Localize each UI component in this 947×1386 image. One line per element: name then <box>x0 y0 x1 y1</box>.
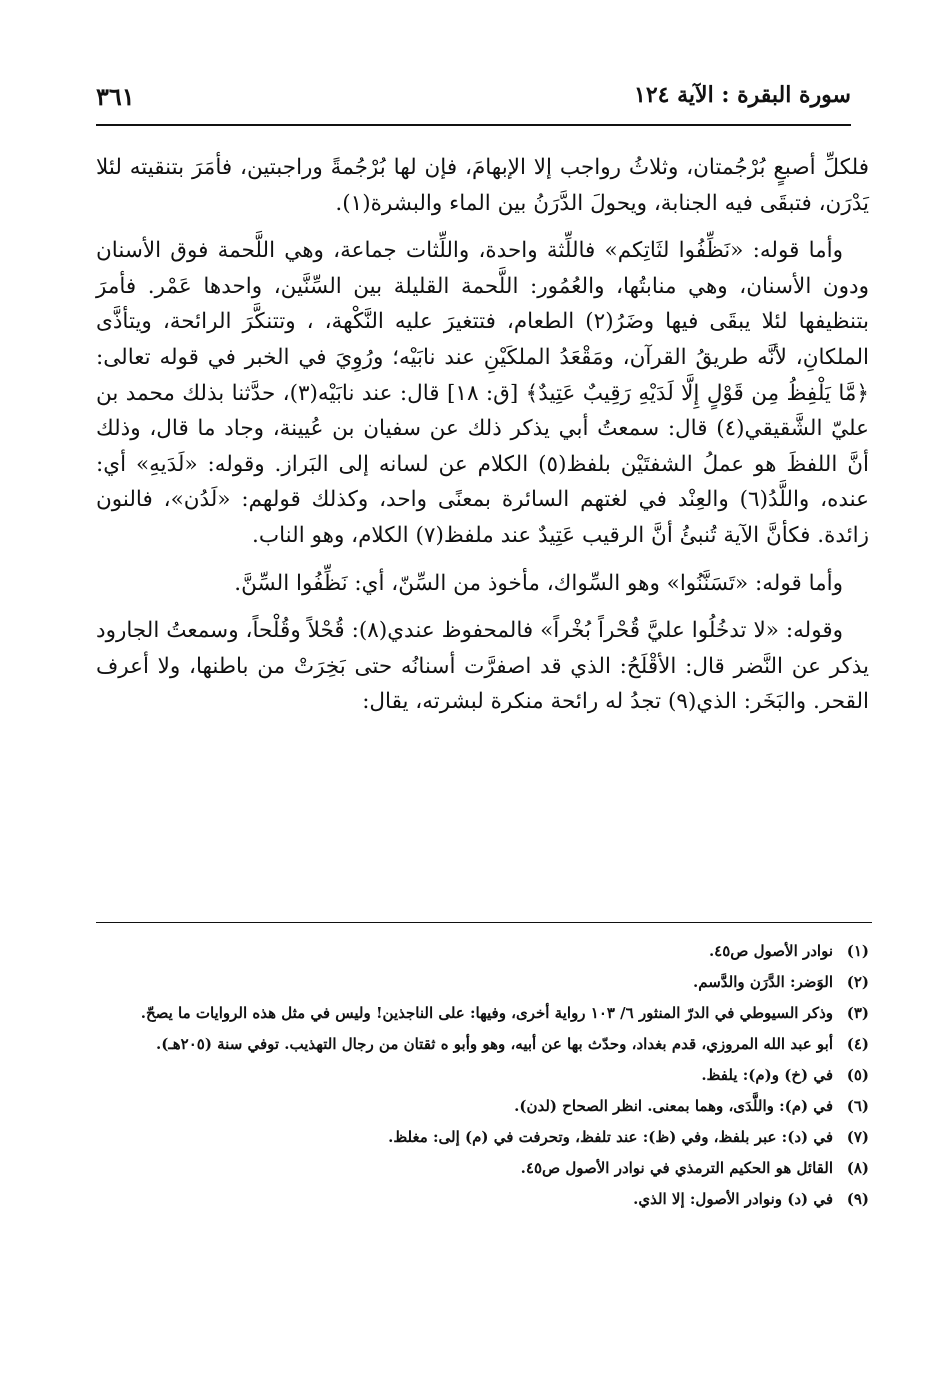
footnotes <box>96 938 869 1217</box>
page-header <box>96 82 851 118</box>
footnote-number: (٣) <box>846 1004 869 1022</box>
footnote-text: القائل هو الحكيم الترمذي في نوادر الأصول ص٤٥. <box>520 1159 833 1177</box>
footnote-text: وذكر السيوطي في الدرّ المنثور ٦/ ١٠٣ رواية أخرى، وفيها: على الناجذين! وليس في مثل هذه الروايات ما يصحّ. <box>140 1004 833 1022</box>
paragraph: فلكلِّ أصبعٍ بُرْجُمتان، وثلاثُ رواجب إلا الإبهامَ، فإن لها بُرْجُمةً وراجبتين، فأمَرَ بتنقيته لئلا يَدْرَن، فتبقَى فيه الجنابة، ويحولَ الدَّرَنُ بين الماء والبشرة(١). <box>96 155 869 216</box>
footnote-text: في (م): واللَّدَى، وهما بمعنى. انظر الصحاح (لدن). <box>514 1097 833 1115</box>
footnote-number: (٤) <box>846 1035 869 1053</box>
footnote-text: الوَضر: الدَّرَن والدَّسم. <box>693 973 833 991</box>
footnote-text: نوادر الأصول ص٤٥. <box>708 942 833 960</box>
footnote-number: (٦) <box>846 1097 869 1115</box>
footnote <box>96 1124 869 1151</box>
footnote <box>96 1093 869 1120</box>
footnote-text: في (د): عبر بلفظ، وفي (ظ): عند تلفظ، وتحرفت في (م) إلى: مغلظ. <box>388 1128 833 1146</box>
page-number: ٣٦١ <box>96 82 135 111</box>
footnote-number: (٧) <box>846 1128 869 1146</box>
footnote-number: (٨) <box>846 1159 869 1177</box>
footnote-divider <box>96 922 872 923</box>
footnote <box>96 1031 869 1058</box>
paragraph: وأما قوله: «تَسَنَّنُوا» وهو السِّواك، مأخوذ من السِّنّ، أي: نَظِّفُوا السِّنَّ. <box>234 570 843 596</box>
footnote-number: (٥) <box>846 1066 869 1084</box>
footnote-number: (٩) <box>846 1190 869 1208</box>
footnote <box>96 1000 869 1027</box>
footnote-text: في (د) ونوادر الأصول: إلا الذي. <box>633 1190 833 1208</box>
footnote-text: أبو عبد الله المروزي، قدم بغداد، وحدّث بها عن أبيه، وهو وأبو ه ثقتان من رجال التهذيب. توفي سنة (٢٠٥هـ). <box>156 1035 833 1053</box>
footnote <box>96 1186 869 1213</box>
footnote <box>96 969 869 996</box>
footnote <box>96 1155 869 1182</box>
header-divider <box>96 124 851 126</box>
main-text <box>96 150 869 732</box>
surah-title: سورة البقرة : الآية ١٢٤ <box>634 82 851 108</box>
footnote-number: (٢) <box>846 973 869 991</box>
paragraph: وأما قوله: «نَظِّفُوا لثَاتِكم» فاللِّثة واحدة، واللِّثات جماعة، وهي اللَّحمة فوق الأسنان ودون الأسنان، وهي منابتُها، والعُمُور: اللَّحمة القليلة بين السِّنَّين، واحدها عَمْر. فأمرَ بتنظيفها لئلا يبقَى فيها وضَرُ(٢) الطعام، فتتغيرَ عليه النَّكْهة، ، وتتنكَّرَ الرائحة، ويتأذَّى الملكانِ، لأنَّه طريقُ القرآن، ومَقْعَدُ الملكَيْنِ عند نابَيْه؛ ورُوِيَ في الخبر في قوله تعالى: ﴿مَّا يَلْفِظُ مِن قَوْلٍ إِلَّا لَدَيْهِ رَقِيبٌ عَتِيدٌ﴾ [ق: ١٨] قال: عند نابَيْه(٣)، حدَّثنا بذلك محمد بن عليّ الشَّقيقي(٤) قال: سمعتُ أبي يذكر ذلك عن سفيان بن عُيينة، وجاد ما قال، وذلك أنَّ اللفظَ هو عملُ الشفتَيْن بلفظ(٥) الكلام عن لسانه إلى البَراز. وقوله: «لَدَيهِ» أي: عنده، واللَّدُ(٦) والعِنْد في لغتهم السائرة بمعنًى واحد، وكذلك قولهم: «لَدُن»، فالنون زائدة. فكأنَّ الآية تُنبئُ أنَّ الرقيب عَتِيدٌ عند ملفظ(٧) الكلام، وهو الناب. <box>96 238 870 548</box>
paragraph: وقوله: «لا تدخُلُوا عليَّ قُحْراً بُخْراً» فالمحفوظ عندي(٨): قُحْلاً وقُلْحاً، وسمعتُ الجارود يذكر عن النَّضر قال: الأقْلَحُ: الذي قد اصفرَّت أسنانُه حتى بَخِرَتْ من باطنها، ولا أعرف القحر. والبَخَر: الذي(٩) تجدُ له رائحة منكرة لبشرته، يقال: <box>96 618 869 715</box>
footnote-text: في (خ) و(م): يلفظ. <box>701 1066 833 1084</box>
footnote <box>96 938 869 965</box>
footnote <box>96 1062 869 1089</box>
footnote-number: (١) <box>846 942 869 960</box>
